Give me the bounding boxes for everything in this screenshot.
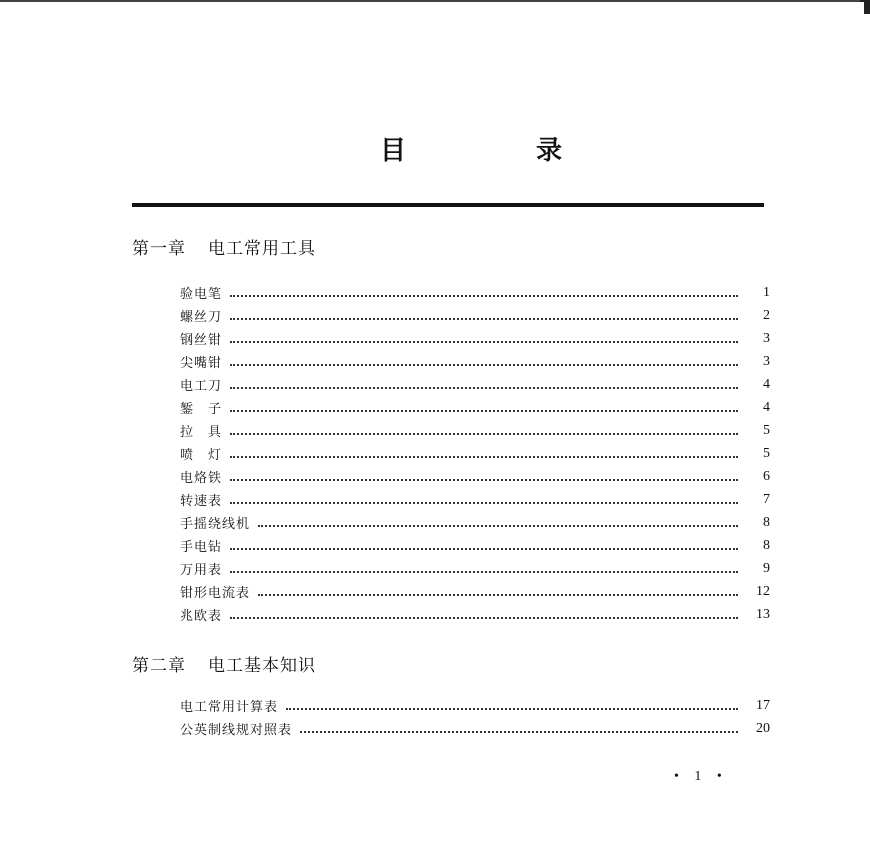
chapter-number: 第一章 <box>132 239 186 259</box>
dot-leader <box>230 410 738 412</box>
toc-entry-page: 3 <box>763 330 770 346</box>
toc-entry-page: 17 <box>756 697 770 713</box>
dot-leader <box>300 731 738 733</box>
dot-leader <box>230 433 738 435</box>
toc-entry-page: 4 <box>763 376 770 392</box>
toc-entry-label: 錾 子 <box>180 402 223 417</box>
dot-leader <box>230 617 738 619</box>
dot-leader <box>230 479 738 481</box>
toc-entry-label: 兆欧表 <box>180 609 223 624</box>
toc-entry-label: 公英制线规对照表 <box>180 723 293 738</box>
dot-leader <box>230 341 738 343</box>
toc-entry[interactable] <box>180 442 770 465</box>
chapter-heading <box>132 234 316 259</box>
toc-entry-label: 钳形电流表 <box>180 586 251 601</box>
toc-entry-label: 转速表 <box>180 494 223 509</box>
toc-entry[interactable] <box>180 350 770 373</box>
dot-leader <box>230 548 738 550</box>
toc-entry-label: 电工常用计算表 <box>180 700 279 715</box>
toc-entry-label: 电工刀 <box>180 379 223 394</box>
toc-entry[interactable] <box>180 580 770 603</box>
toc-list <box>180 694 770 740</box>
toc-list <box>180 281 770 626</box>
dot-leader <box>258 525 738 527</box>
dot-leader <box>286 708 738 710</box>
toc-entry-label: 喷 灯 <box>180 448 223 463</box>
toc-entry[interactable] <box>180 717 770 740</box>
toc-entry-label: 验电笔 <box>180 287 223 302</box>
dot-leader <box>258 594 738 596</box>
chapter-title: 电工常用工具 <box>208 239 316 259</box>
toc-entry[interactable] <box>180 694 770 717</box>
toc-entry[interactable] <box>180 511 770 534</box>
dot-leader <box>230 364 738 366</box>
toc-entry-label: 拉 具 <box>180 425 223 440</box>
toc-entry-page: 20 <box>756 720 770 736</box>
toc-entry-label: 万用表 <box>180 563 223 578</box>
toc-entry[interactable] <box>180 603 770 626</box>
toc-entry-label: 尖嘴钳 <box>180 356 223 371</box>
toc-entry-label: 手摇绕线机 <box>180 517 251 532</box>
toc-entry-page: 12 <box>756 583 770 599</box>
toc-entry[interactable] <box>180 373 770 396</box>
toc-entry[interactable] <box>180 557 770 580</box>
dot-leader <box>230 295 738 297</box>
toc-entry-label: 钢丝钳 <box>180 333 223 348</box>
toc-entry-page: 5 <box>763 445 770 461</box>
toc-entry[interactable] <box>180 534 770 557</box>
dot-leader <box>230 571 738 573</box>
dot-leader <box>230 456 738 458</box>
toc-entry-page: 9 <box>763 560 770 576</box>
dot-leader <box>230 387 738 389</box>
page-number: • 1 • <box>674 769 728 784</box>
chapter-heading <box>132 651 316 676</box>
toc-entry-page: 8 <box>763 537 770 553</box>
toc-entry-page: 6 <box>763 468 770 484</box>
toc-entry-label: 螺丝刀 <box>180 310 223 325</box>
chapter-number: 第二章 <box>132 656 186 676</box>
page-title: 目 录 <box>380 136 615 166</box>
toc-entry[interactable] <box>180 304 770 327</box>
toc-entry[interactable] <box>180 419 770 442</box>
toc-entry[interactable] <box>180 465 770 488</box>
scan-edge-mark <box>864 0 870 14</box>
toc-entry[interactable] <box>180 396 770 419</box>
scan-top-border <box>0 0 870 2</box>
toc-entry-page: 2 <box>763 307 770 323</box>
toc-entry-label: 电烙铁 <box>180 471 223 486</box>
toc-entry-page: 4 <box>763 399 770 415</box>
dot-leader <box>230 502 738 504</box>
toc-entry[interactable] <box>180 327 770 350</box>
toc-entry-page: 3 <box>763 353 770 369</box>
toc-entry[interactable] <box>180 488 770 511</box>
toc-entry-page: 5 <box>763 422 770 438</box>
toc-entry[interactable] <box>180 281 770 304</box>
toc-entry-page: 13 <box>756 606 770 622</box>
chapter-title: 电工基本知识 <box>208 656 316 676</box>
title-rule <box>132 203 764 207</box>
toc-entry-page: 8 <box>763 514 770 530</box>
toc-entry-label: 手电钻 <box>180 540 223 555</box>
toc-entry-page: 7 <box>763 491 770 507</box>
toc-entry-page: 1 <box>763 284 770 300</box>
dot-leader <box>230 318 738 320</box>
